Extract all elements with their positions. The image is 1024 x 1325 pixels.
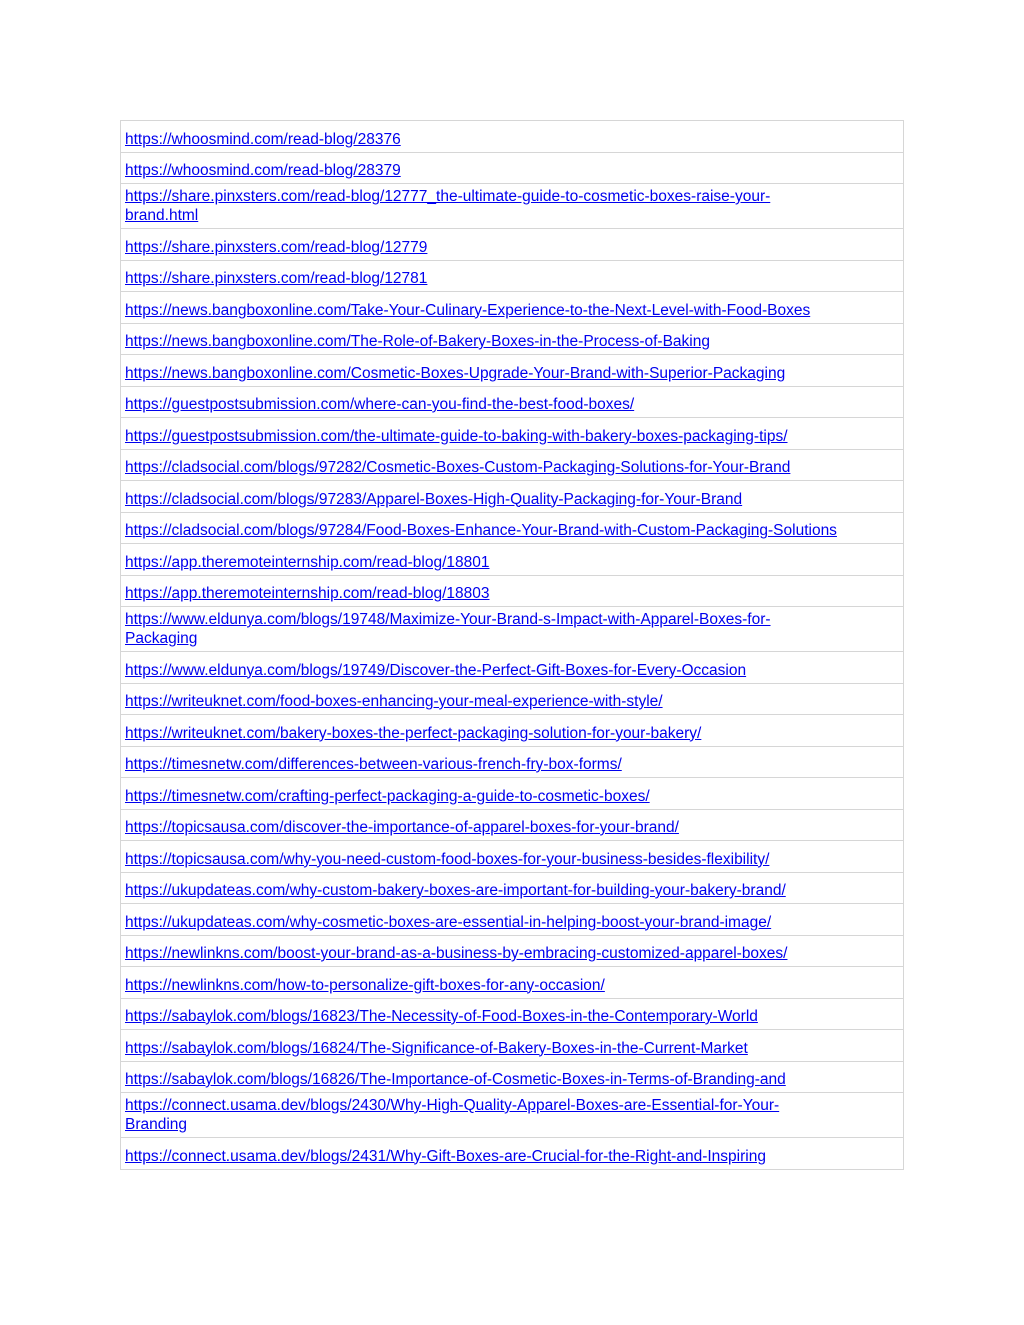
link[interactable]: https://whoosmind.com/read-blog/28379 bbox=[125, 162, 401, 179]
link[interactable]: https://topicsausa.com/discover-the-importance-of-apparel-boxes-for-your-brand/ bbox=[125, 819, 679, 836]
link-line-2: brand.html bbox=[125, 207, 199, 224]
link-line-1: https://www.eldunya.com/blogs/19748/Maximize-Your-Brand-s-Impact-with-Apparel-Boxes-for- bbox=[125, 611, 771, 628]
table-row bbox=[121, 778, 904, 810]
table-row bbox=[121, 904, 904, 936]
link[interactable]: https://timesnetw.com/differences-between-various-french-fry-box-forms/ bbox=[125, 756, 622, 773]
table-cell bbox=[121, 386, 904, 418]
table-row bbox=[121, 1061, 904, 1093]
link[interactable]: https://www.eldunya.com/blogs/19749/Discover-the-Perfect-Gift-Boxes-for-Every-Occasion bbox=[125, 661, 747, 679]
link[interactable] bbox=[125, 1096, 899, 1134]
table-cell bbox=[121, 481, 904, 513]
table-row bbox=[121, 575, 904, 607]
link[interactable]: https://share.pinxsters.com/read-blog/12781 bbox=[125, 270, 428, 287]
link-line-1: https://share.pinxsters.com/read-blog/12777_the-ultimate-guide-to-cosmetic-boxes-raise-your- bbox=[125, 188, 771, 205]
link[interactable]: https://app.theremoteinternship.com/read-blog/18803 bbox=[125, 585, 490, 602]
link[interactable]: https://timesnetw.com/crafting-perfect-packaging-a-guide-to-cosmetic-boxes/ bbox=[125, 787, 650, 805]
link[interactable]: https://ukupdateas.com/why-cosmetic-boxes-are-essential-in-helping-boost-your-brand-image/ bbox=[125, 913, 772, 931]
table-row bbox=[121, 872, 904, 904]
link[interactable]: https://topicsausa.com/why-you-need-custom-food-boxes-for-your-business-besides-flexibility/ bbox=[125, 850, 770, 868]
link[interactable] bbox=[125, 187, 899, 225]
table-row bbox=[121, 809, 904, 841]
link[interactable]: https://sabaylok.com/blogs/16824/The-Significance-of-Bakery-Boxes-in-the-Current-Market bbox=[125, 1039, 748, 1057]
link[interactable]: https://news.bangboxonline.com/The-Role-of-Bakery-Boxes-in-the-Process-of-Baking bbox=[125, 333, 710, 350]
table-cell bbox=[121, 904, 904, 936]
table-cell bbox=[121, 292, 904, 324]
link-line-1: https://connect.usama.dev/blogs/2430/Why-High-Quality-Apparel-Boxes-are-Essential-for-Your- bbox=[125, 1097, 780, 1114]
table-cell bbox=[121, 355, 904, 387]
table-cell bbox=[121, 1061, 904, 1093]
table-cell bbox=[121, 652, 904, 684]
table-row bbox=[121, 449, 904, 481]
table-cell bbox=[121, 1030, 904, 1062]
table-row bbox=[121, 683, 904, 715]
table-row bbox=[121, 229, 904, 261]
link[interactable]: https://app.theremoteinternship.com/read-blog/18801 bbox=[125, 553, 490, 571]
table-cell bbox=[121, 935, 904, 967]
table-row bbox=[121, 967, 904, 999]
link[interactable]: https://writeuknet.com/bakery-boxes-the-perfect-packaging-solution-for-your-bakery/ bbox=[125, 724, 702, 742]
link[interactable]: https://connect.usama.dev/blogs/2431/Why-Gift-Boxes-are-Crucial-for-the-Right-and-Inspiring bbox=[125, 1147, 766, 1165]
table-row bbox=[121, 1093, 904, 1138]
table-row bbox=[121, 386, 904, 418]
table-row bbox=[121, 152, 904, 184]
table-row bbox=[121, 1030, 904, 1062]
table-cell bbox=[121, 809, 904, 841]
link[interactable]: https://cladsocial.com/blogs/97284/Food-Boxes-Enhance-Your-Brand-with-Custom-Packaging-Solutions bbox=[125, 522, 837, 539]
table-cell bbox=[121, 715, 904, 747]
table-cell bbox=[121, 746, 904, 778]
table-cell bbox=[121, 778, 904, 810]
table-cell bbox=[121, 841, 904, 873]
table-row bbox=[121, 481, 904, 513]
link[interactable]: https://ukupdateas.com/why-custom-bakery-boxes-are-important-for-building-your-bakery-brand/ bbox=[125, 882, 786, 899]
table-cell bbox=[121, 418, 904, 450]
table-row bbox=[121, 841, 904, 873]
link-table bbox=[120, 120, 904, 1170]
link[interactable]: https://sabaylok.com/blogs/16823/The-Necessity-of-Food-Boxes-in-the-Contemporary-World bbox=[125, 1008, 758, 1025]
link[interactable]: https://whoosmind.com/read-blog/28376 bbox=[125, 130, 401, 148]
table-row bbox=[121, 292, 904, 324]
table-row bbox=[121, 607, 904, 652]
table-row bbox=[121, 652, 904, 684]
link-line-2: Packaging bbox=[125, 630, 198, 647]
table-cell bbox=[121, 260, 904, 292]
link[interactable]: https://cladsocial.com/blogs/97283/Apparel-Boxes-High-Quality-Packaging-for-Your-Brand bbox=[125, 490, 743, 508]
table-cell bbox=[121, 229, 904, 261]
table-cell bbox=[121, 998, 904, 1030]
link[interactable]: https://writeuknet.com/food-boxes-enhancing-your-meal-experience-with-style/ bbox=[125, 693, 663, 710]
table-cell bbox=[121, 449, 904, 481]
link[interactable]: https://guestpostsubmission.com/where-can-you-find-the-best-food-boxes/ bbox=[125, 396, 635, 413]
link-table-body bbox=[121, 121, 904, 1170]
table-row bbox=[121, 746, 904, 778]
link-line-2: Branding bbox=[125, 1116, 188, 1133]
table-cell bbox=[121, 575, 904, 607]
table-row bbox=[121, 418, 904, 450]
table-row bbox=[121, 544, 904, 576]
link[interactable]: https://cladsocial.com/blogs/97282/Cosmetic-Boxes-Custom-Packaging-Solutions-for-Your-Brand bbox=[125, 459, 791, 476]
table-row bbox=[121, 935, 904, 967]
table-cell bbox=[121, 544, 904, 576]
link[interactable]: https://newlinkns.com/how-to-personalize-gift-boxes-for-any-occasion/ bbox=[125, 976, 605, 994]
table-row bbox=[121, 512, 904, 544]
link[interactable] bbox=[125, 610, 899, 648]
table-row bbox=[121, 323, 904, 355]
table-cell bbox=[121, 1138, 904, 1170]
table-row bbox=[121, 260, 904, 292]
link[interactable]: https://share.pinxsters.com/read-blog/12779 bbox=[125, 238, 428, 256]
link[interactable]: https://news.bangboxonline.com/Cosmetic-Boxes-Upgrade-Your-Brand-with-Superior-Packaging bbox=[125, 364, 786, 382]
table-row bbox=[121, 1138, 904, 1170]
link[interactable]: https://guestpostsubmission.com/the-ultimate-guide-to-baking-with-bakery-boxes-packaging-tips/ bbox=[125, 427, 788, 445]
table-cell bbox=[121, 323, 904, 355]
table-cell bbox=[121, 683, 904, 715]
table-cell bbox=[121, 967, 904, 999]
table-cell bbox=[121, 121, 904, 153]
table-cell bbox=[121, 152, 904, 184]
table-cell bbox=[121, 1093, 904, 1138]
table-cell bbox=[121, 607, 904, 652]
table-cell bbox=[121, 512, 904, 544]
table-row bbox=[121, 715, 904, 747]
table-row bbox=[121, 184, 904, 229]
table-cell bbox=[121, 872, 904, 904]
table-row bbox=[121, 998, 904, 1030]
table-row bbox=[121, 121, 904, 153]
link[interactable]: https://news.bangboxonline.com/Take-Your-Culinary-Experience-to-the-Next-Level-with-Food-Boxes bbox=[125, 301, 811, 319]
table-cell bbox=[121, 184, 904, 229]
table-row bbox=[121, 355, 904, 387]
link[interactable]: https://newlinkns.com/boost-your-brand-as-a-business-by-embracing-customized-apparel-boxes/ bbox=[125, 945, 788, 962]
link[interactable]: https://sabaylok.com/blogs/16826/The-Importance-of-Cosmetic-Boxes-in-Terms-of-Branding-and bbox=[125, 1071, 786, 1088]
